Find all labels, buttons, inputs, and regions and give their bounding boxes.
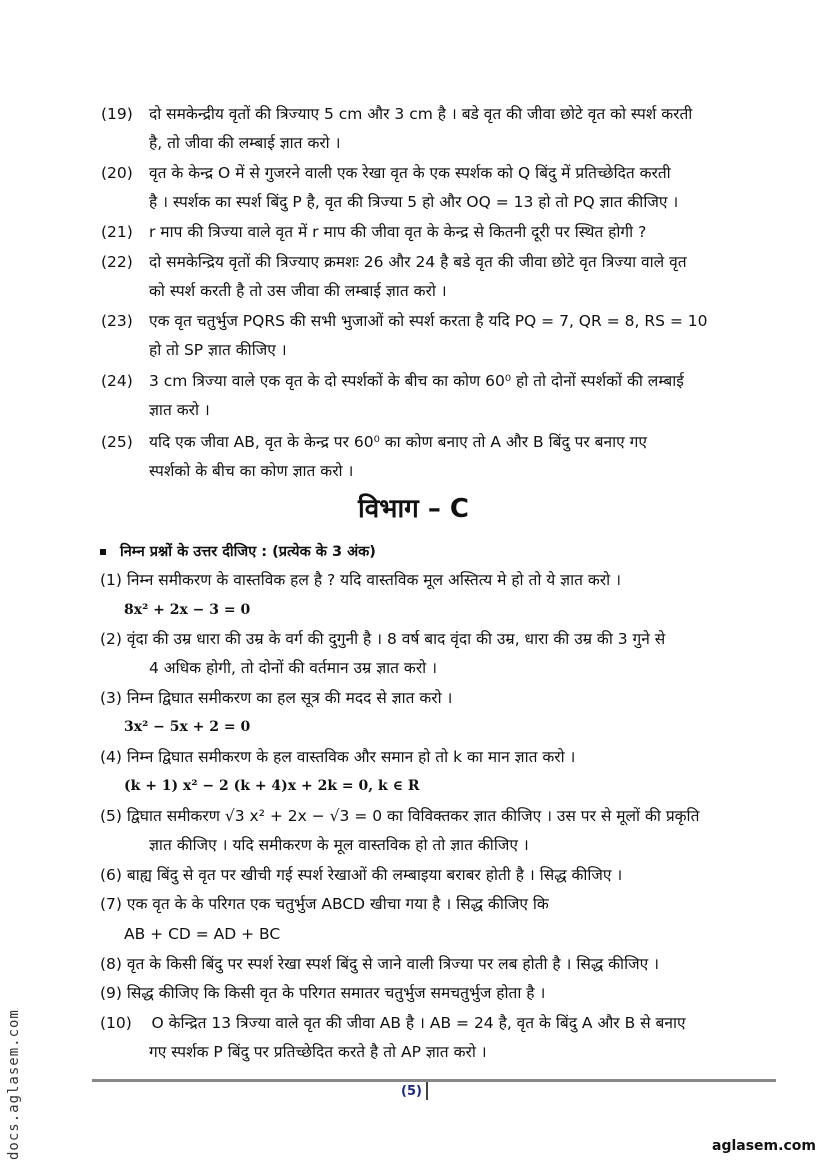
question-text: यदि एक जीवा AB, वृत के केन्द्र पर 60⁰ का कोण बनाए तो A और B बिंदु पर बनाए गए (149, 433, 647, 451)
question-number: (19) (101, 105, 133, 123)
question-text: (1) निम्न समीकरण के वास्तविक हल है ? यदि वास्तविक मूल अस्तित्य मे हो तो ये ज्ञात करो । (100, 571, 621, 589)
section-heading: विभाग – C (357, 494, 470, 524)
watermark: docs.aglasem.com (6, 1009, 22, 1160)
question-text: को स्पर्श करती है तो उस जीवा की लम्बाई ज्ञात करो । (149, 282, 447, 300)
question-number: (25) (101, 433, 133, 451)
question-text-cont: गए स्पर्शक P बिंदु पर प्रतिच्छेदित करते है तो AP ज्ञात करो । (149, 1043, 487, 1061)
question-number: (20) (101, 164, 133, 182)
question-text: (6) बाह्य बिंदु से वृत पर खीची गई स्पर्श रेखाओं की लम्बाइया बराबर होती है । सिद्ध कीजिए । (100, 866, 623, 884)
footer-rule (92, 1079, 776, 1082)
question-text-cont: ज्ञात कीजिए । यदि समीकरण के मूल वास्तविक हो तो ज्ञात कीजिए । (149, 836, 529, 854)
equation: (k + 1) x² − 2 (k + 4)x + 2k = 0, k ∈ R (124, 778, 420, 794)
question-text-cont: 4 अधिक होगी, तो दोनों की वर्तमान उम्र ज्ञात करो । (149, 659, 437, 677)
question-number: (22) (101, 253, 133, 271)
question-text: एक वृत चतुर्भुज PQRS की सभी भुजाओं को स्पर्श करता है यदि PQ = 7, QR = 8, RS = 10 (149, 312, 708, 330)
question-text: (8) वृत के किसी बिंदु पर स्पर्श रेखा स्पर्श बिंदु से जाने वाली त्रिज्या पर लब होती है । सिद्ध कीजिए । (100, 955, 659, 973)
page-number: (5) (401, 1084, 422, 1099)
question-text: (5) द्विघात समीकरण √3 x² + 2x − √3 = 0 का विविक्तकर ज्ञात कीजिए । उस पर से मूलों की प्रकृति (100, 807, 700, 825)
question-number: (23) (101, 312, 133, 330)
question-text: (3) निम्न द्विघात समीकरण का हल सूत्र की मदद से ज्ञात करो । (100, 689, 453, 707)
question-text: वृत के केन्द्र O में से गुजरने वाली एक रेखा वृत के एक स्पर्शक को Q बिंदु में प्रतिच्छेदित करती (149, 164, 671, 182)
question-text: (10) O केन्द्रित 13 त्रिज्या वाले वृत की जीवा AB है । AB = 24 है, वृत के बिंदु A और B से बनाए (100, 1014, 686, 1032)
question-text: है । स्पर्शक का स्पर्श बिंदु P है, वृत की त्रिज्या 5 हो और OQ = 13 हो तो PQ ज्ञात कीजिए । (149, 193, 679, 211)
bullet-icon (100, 549, 106, 555)
question-text: (2) वृंदा की उम्र धारा की उम्र के वर्ग की दुगुनी है । 8 वर्ष बाद वृंदा की उम्र, धारा की उम्र की 3 गुने से (100, 630, 666, 648)
section-instruction (100, 541, 376, 561)
question-number: (24) (101, 372, 133, 390)
question-text: r माप की त्रिज्या वाले वृत में r माप की जीवा वृत के केन्द्र से कितनी दूरी पर स्थित होगी ? (149, 223, 647, 241)
question-text: ज्ञात करो । (149, 401, 210, 419)
question-number: (21) (101, 223, 133, 241)
question-text-cont: AB + CD = AD + BC (124, 925, 281, 943)
brand-link[interactable]: aglasem.com (712, 1138, 816, 1154)
question-text: दो समकेन्द्रिय वृतों की त्रिज्याए क्रमशः 26 और 24 है बडे वृत की जीवा छोटे वृत त्रिज्या वाले वृत (149, 253, 687, 271)
question-text: दो समकेन्द्रीय वृतों की त्रिज्याए 5 cm और 3 cm है । बडे वृत की जीवा छोटे वृत को स्पर्श करती (149, 105, 693, 123)
instruction-text: निम्न प्रश्नों के उत्तर दीजिए : (प्रत्येक के 3 अंक) (120, 544, 376, 560)
page-number-divider (426, 1082, 428, 1100)
equation: 3x² − 5x + 2 = 0 (124, 719, 251, 735)
question-text: हो तो SP ज्ञात कीजिए । (149, 341, 287, 359)
question-text: स्पर्शको के बीच का कोण ज्ञात करो । (149, 462, 354, 480)
question-text: (7) एक वृत के के परिगत एक चतुर्भुज ABCD खीचा गया है । सिद्ध कीजिए कि (100, 895, 549, 913)
equation: 8x² + 2x − 3 = 0 (124, 602, 251, 618)
question-text: (9) सिद्ध कीजिए कि किसी वृत के परिगत समातर चतुर्भुज समचतुर्भुज होता है । (100, 984, 546, 1002)
question-text: 3 cm त्रिज्या वाले एक वृत के दो स्पर्शकों के बीच का कोण 60⁰ हो तो दोनों स्पर्शकों की लम्बाई (149, 372, 684, 390)
question-text: है, तो जीवा की लम्बाई ज्ञात करो । (149, 134, 341, 152)
question-text: (4) निम्न द्विघात समीकरण के हल वास्तविक और समान हो तो k का मान ज्ञात करो । (100, 748, 576, 766)
